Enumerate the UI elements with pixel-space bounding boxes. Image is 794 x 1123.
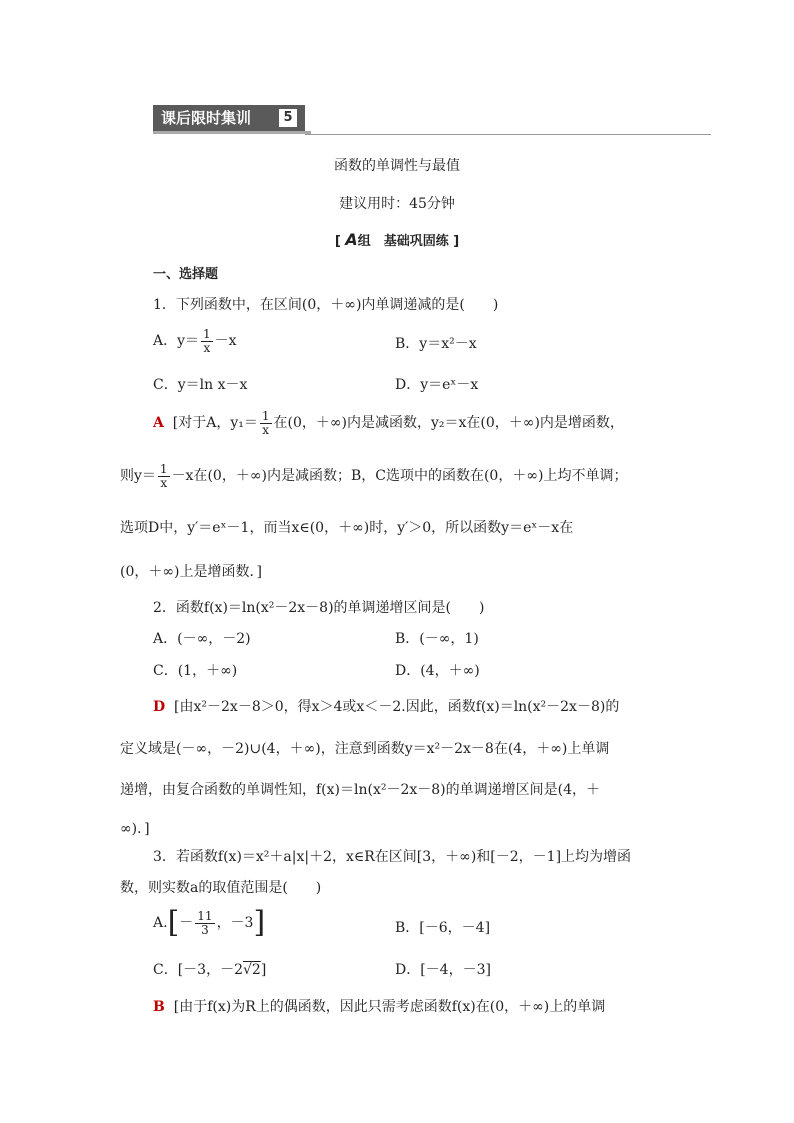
banner-label: 课后限时集训 — [161, 109, 252, 127]
q3-a-num: 11 — [197, 908, 213, 923]
q1-exp2a: 则y＝ — [120, 468, 156, 484]
q1-exp2-num: 1 — [159, 461, 168, 476]
q1-explanation-line3: 选项D中，y′＝eˣ－1，而当x∈(0，＋∞)时，y′＞0，所以函数y＝eˣ－x在 — [120, 520, 574, 536]
q1-a-den: x — [203, 340, 211, 355]
q3-a-den: 3 — [201, 922, 209, 937]
q2-explanation-line2: 定义域是(－∞，－2)∪(4，＋∞)，注意到函数y＝x²－2x－8在(4，＋∞)上单调 — [120, 741, 610, 757]
q3-answer: B — [153, 999, 165, 1015]
q2-answer: D — [153, 699, 166, 715]
q1-exp1a: [对于A，y₁＝ — [172, 415, 258, 431]
q3-a-minus: － — [179, 915, 194, 931]
right-bracket: ] — [448, 234, 460, 249]
banner-shadow — [153, 131, 311, 134]
q3-stem-line2: 数，则实数a的取值范围是( ) — [120, 880, 322, 896]
q1-option-d: D．y＝eˣ－x — [395, 377, 479, 393]
q2-option-d: D．(4，＋∞) — [395, 663, 480, 679]
q3-c-sqrt: √2 — [243, 962, 261, 978]
q1-exp2b: －x在(0，＋∞)内是减函数；B，C选项中的函数在(0，＋∞)上均不单调； — [171, 468, 628, 484]
q3-c-radicand: 2 — [251, 962, 261, 978]
q1-explanation-line1 — [153, 408, 624, 438]
section-banner — [153, 105, 305, 131]
q3-a-prefix: A. — [153, 915, 168, 931]
q3-exp1: [由于f(x)为R上的偶函数，因此只需考虑函数f(x)在(0，＋∞)上的单调 — [173, 999, 606, 1015]
left-bracket: [ — [334, 234, 346, 249]
q1-a-prefix: A．y＝ — [153, 333, 200, 349]
q1-option-c: C．y＝ln x－x — [153, 377, 248, 393]
q1-exp1-den: x — [262, 422, 270, 437]
q1-explanation-line4: (0，＋∞)上是增函数．] — [120, 564, 262, 580]
q2-stem: 2．函数f(x)＝ln(x²－2x－8)的单调递增区间是( ) — [153, 600, 485, 616]
section-heading: 一、选择题 — [153, 267, 219, 282]
q3-a-fraction — [195, 910, 214, 937]
q3-option-b: B．[－6，－4] — [395, 920, 491, 936]
q1-answer: A — [153, 415, 164, 431]
suggested-time: 建议用时：45分钟 — [339, 196, 455, 212]
q3-c-prefix: C．[－3，－2 — [153, 962, 243, 978]
q1-a-fraction — [201, 328, 213, 355]
header-rule — [305, 134, 711, 135]
q1-stem: 1．下列函数中，在区间(0，＋∞)内单调递减的是( ) — [153, 297, 499, 313]
q3-explanation-line1 — [153, 996, 605, 1016]
q1-explanation-line2 — [120, 461, 627, 491]
q2-option-c: C．(1，＋∞) — [153, 663, 238, 679]
q3-a-left-bracket: [ — [167, 905, 180, 940]
q1-option-b: B．y＝x²－x — [395, 336, 477, 352]
q3-a-tail: ，－3 — [216, 915, 254, 931]
q2-explanation-line3: 递增，由复合函数的单调性知，f(x)＝ln(x²－2x－8)的单调递增区间是(4，＋ — [120, 782, 601, 798]
q2-explanation-line1 — [153, 696, 619, 716]
group-text: 组 基础巩固练 — [357, 234, 449, 249]
banner-number: 5 — [279, 109, 297, 127]
q1-a-tail: －x — [214, 333, 237, 349]
q1-exp1-fraction — [260, 410, 272, 437]
q1-exp2-fraction — [158, 463, 170, 490]
q3-option-d: D．[－4，－3] — [395, 962, 491, 978]
group-letter: A — [345, 230, 358, 249]
q1-a-num: 1 — [203, 326, 211, 341]
q1-option-a — [153, 326, 237, 356]
page-title: 函数的单调性与最值 — [334, 158, 460, 174]
q1-exp1-num: 1 — [261, 408, 270, 423]
q3-option-c — [153, 959, 266, 979]
q2-option-b: B．(－∞，1) — [395, 631, 479, 647]
q2-explanation-line4: ∞)．] — [120, 821, 150, 837]
q3-option-a — [153, 906, 265, 940]
q2-exp1: [由x²－2x－8＞0，得x＞4或x＜－2.因此，函数f(x)＝ln(x²－2x－8)的 — [174, 699, 620, 715]
q1-exp2-den: x — [160, 475, 168, 490]
q1-exp1b: 在(0，＋∞)内是减函数，y₂＝x在(0，＋∞)内是增函数， — [273, 415, 624, 431]
q2-option-a: A．(－∞，－2) — [153, 631, 251, 647]
q3-c-post: ] — [260, 962, 267, 978]
q3-a-right-bracket: ] — [253, 905, 266, 940]
group-label — [0, 230, 794, 249]
q3-stem-line1: 3．若函数f(x)＝x²＋a|x|＋2，x∈R在区间[3，＋∞)和[－2，－1]上均为增函 — [153, 849, 632, 865]
